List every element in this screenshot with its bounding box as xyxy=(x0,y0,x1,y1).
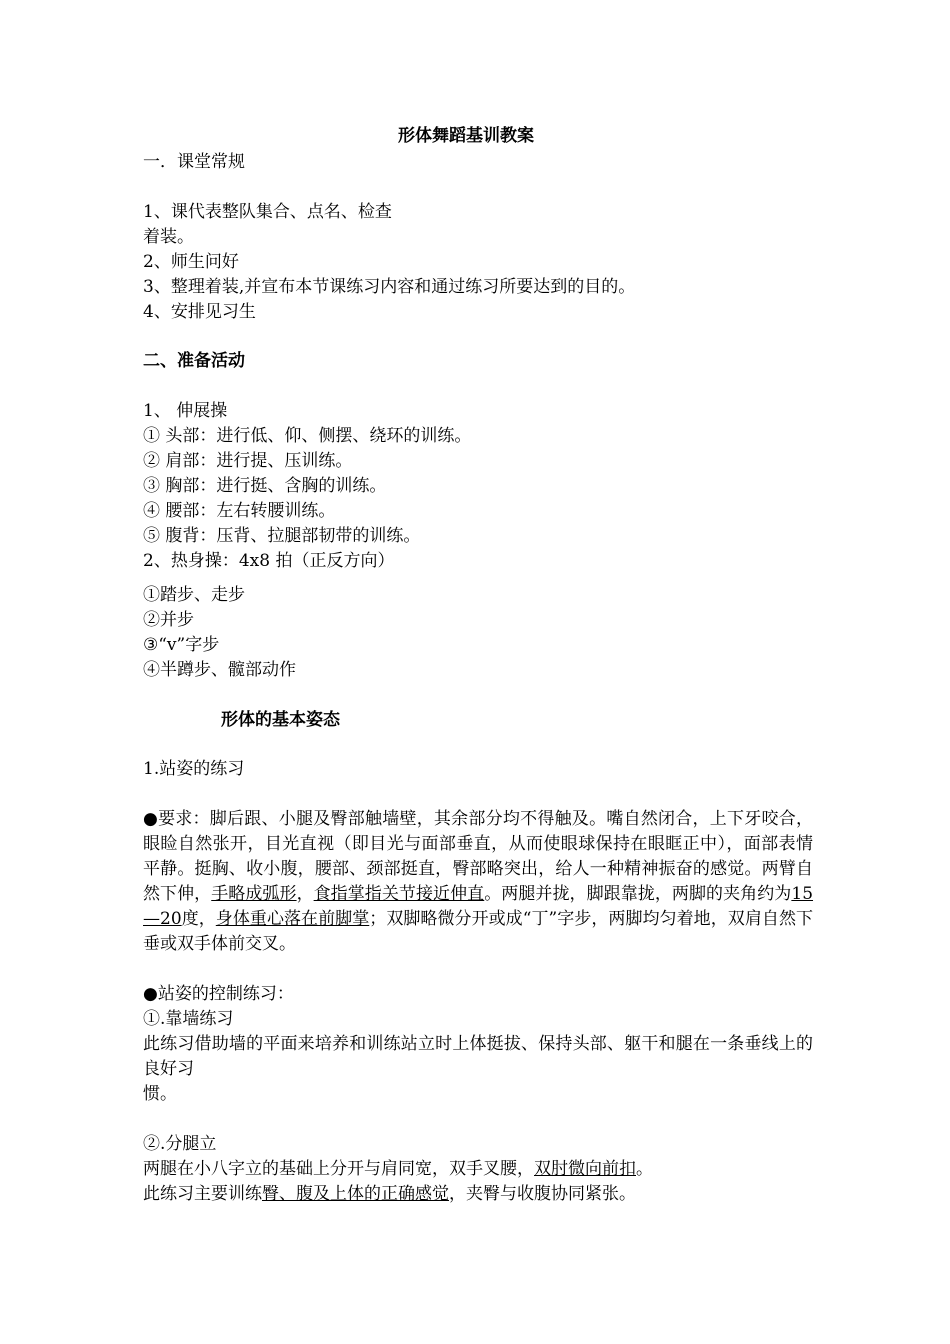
section-heading-warmup: 二、准备活动 xyxy=(143,351,245,371)
control-item-1-cont: 惯。 xyxy=(143,1084,177,1104)
control-item-2: ②.分腿立 xyxy=(143,1134,217,1154)
underline-elbow: 双肘微向前扣 xyxy=(534,1159,636,1179)
stretch-shoulder: ② 肩部：进行提、压训练。 xyxy=(143,451,353,471)
underline-arm: 手略成弧形 xyxy=(211,884,297,904)
section-heading-routine: 一．课堂常规 xyxy=(143,152,245,172)
standing-requirements: ●要求：脚后跟、小腿及臀部触墙壁，其余部分均不得触及。嘴自然闭合，上下牙咬合，眼睑自然张开，目光直视（即目光与面部垂直，从而使眼球保持在眼眶正中），面部表情平静。挺胸、收小腹，腰部、颈部挺直，臀部略突出，给人一种精神振奋的感觉。两臂自然下伸，手略成弧形，食指掌指关节接近伸直。两腿并拢，脚跟靠拢，两脚的夹角约为15—20度，身体重心落在前脚掌；双脚略微分开或成“丁”字步，两脚均匀着地，双肩自然下垂或双手体前交叉。 xyxy=(143,809,814,954)
document-title: 形体舞蹈基训教案 xyxy=(398,126,534,146)
underline-finger: 食指掌指关节接近伸直 xyxy=(313,884,485,904)
routine-item-2: 2、师生问好 xyxy=(143,252,239,272)
warmup-step-4: ④半蹲步、髋部动作 xyxy=(143,660,296,680)
underline-feeling: 臀、腹及上体的正确感觉 xyxy=(262,1184,449,1204)
stretch-chest: ③ 胸部：进行挺、含胸的训练。 xyxy=(143,476,387,496)
warmup-step-1: ①踏步、走步 xyxy=(143,585,245,605)
warmup-step-2: ②并步 xyxy=(143,610,194,630)
routine-item-1: 1、课代表整队集合、点名、检查 xyxy=(143,202,392,222)
routine-item-4: 4、安排见习生 xyxy=(143,302,256,322)
stretch-waist: ④ 腰部：左右转腰训练。 xyxy=(143,501,336,521)
warmup-item-2: 2、热身操：4x8 拍（正反方向） xyxy=(143,551,395,571)
routine-item-1-cont: 着装。 xyxy=(143,227,194,247)
underline-weight: 身体重心落在前脚掌 xyxy=(215,909,370,929)
warmup-item-1: 1、 伸展操 xyxy=(143,401,228,421)
underline-angle: 15—20 xyxy=(143,884,814,929)
stretch-back: ⑤ 腹背：压背、拉腿部韧带的训练。 xyxy=(143,526,421,546)
posture-item-1: 1.站姿的练习 xyxy=(143,759,245,779)
control-item-1-desc: 此练习借助墙的平面来培养和训练站立时上体挺拔、保持头部、躯干和腿在一条垂线上的良好习 xyxy=(143,1034,813,1079)
control-item-2-desc: 两腿在小八字立的基础上分开与肩同宽，双手叉腰，双肘微向前扣。 xyxy=(143,1159,653,1179)
routine-item-3: 3、整理着装,并宣布本节课练习内容和通过练习所要达到的目的。 xyxy=(143,277,636,297)
control-item-2-purpose: 此练习主要训练臀、腹及上体的正确感觉，夹臀与收腹协同紧张。 xyxy=(143,1184,636,1204)
control-item-1: ①.靠墙练习 xyxy=(143,1009,234,1029)
stretch-head: ① 头部：进行低、仰、侧摆、绕环的训练。 xyxy=(143,426,472,446)
warmup-step-3: ③“v”字步 xyxy=(143,635,220,655)
control-heading: ●站姿的控制练习： xyxy=(143,984,294,1004)
section-heading-posture: 形体的基本姿态 xyxy=(221,710,340,730)
